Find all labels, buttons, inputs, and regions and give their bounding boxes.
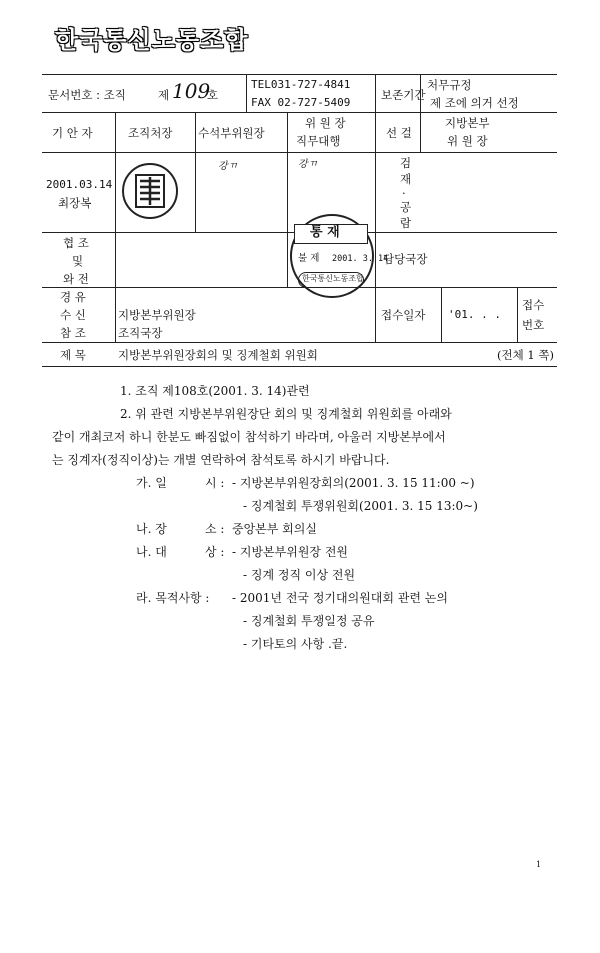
reference-label: 참 조 xyxy=(60,326,86,340)
retention-rule: 처무규정 xyxy=(427,78,472,92)
item-da-line-1: - 지방본부위원장 전원 xyxy=(232,545,349,559)
item-ra-label: 라. 목적사항 : xyxy=(136,591,210,605)
review-char-2: 재 xyxy=(400,172,412,186)
review-char-3: · xyxy=(402,186,406,200)
recipient-value: 지방본부위원장 xyxy=(118,308,196,322)
body-paragraph-2-line-3: 는 징계자(정직이상)는 개별 연락하여 참석토록 하시기 바랍니다. xyxy=(52,453,390,467)
regional-chair-label-2: 위 원 장 xyxy=(447,134,488,148)
item-na-value: 중앙본부 회의실 xyxy=(232,522,317,536)
review-char-5: 람 xyxy=(400,216,412,230)
receipt-date-value: '01. . . xyxy=(448,308,501,321)
retention-label: 보존기간 xyxy=(381,88,426,102)
drafter-name: 최장복 xyxy=(58,196,92,210)
body-paragraph-1: 1. 조직 제108호(2001. 3. 14)관련 xyxy=(120,384,310,398)
body-paragraph-2-line-2: 같이 개최코저 하니 한분도 빠짐없이 참석하기 바라며, 아울러 지방본부에서 xyxy=(52,430,446,444)
item-ga-label: 가. 일 xyxy=(136,476,167,490)
subject-page-count: (전체 1 쪽) xyxy=(497,348,554,362)
item-da-label-2: 상 : xyxy=(205,545,225,559)
item-na-label: 나. 장 xyxy=(136,522,167,536)
receipt-number-label-2: 번호 xyxy=(522,318,545,332)
item-da-label: 나. 대 xyxy=(136,545,167,559)
chair-label: 위 원 장 xyxy=(305,116,346,130)
item-ga-line-2: - 징계철회 투쟁위원회(2001. 3. 15 13:0~) xyxy=(243,499,478,513)
manager-label: 담당국장 xyxy=(383,252,428,266)
coop-label-1: 협 조 xyxy=(63,236,89,250)
approval-seal-text: 통 재 xyxy=(310,225,340,240)
senior-vp-label: 수석부위원장 xyxy=(198,126,265,140)
item-ga-label-2: 시 : xyxy=(205,476,225,490)
page-mark: 1 xyxy=(536,860,542,869)
tel-number: TEL031-727-4841 xyxy=(251,78,351,91)
subject-value: 지방본부위원장회의 및 징계철회 위원회 xyxy=(118,348,318,362)
receipt-number-label-1: 접수 xyxy=(522,298,545,312)
recipient-label: 수 신 xyxy=(60,308,86,322)
receipt-date-label: 접수일자 xyxy=(381,308,426,322)
reference-value: 조직국장 xyxy=(118,326,163,340)
decision-label: 선 걸 xyxy=(386,126,412,140)
approval-seal-org: 한국통신노동조합 xyxy=(302,274,364,283)
body-paragraph-2-line-1: 2. 위 관련 지방본부위원장단 회의 및 징계철회 위원회를 아래와 xyxy=(120,407,452,421)
approval-seal-date: 2001. 3. 14 xyxy=(332,254,389,264)
coop-label-2: 및 xyxy=(72,254,84,268)
item-ra-line-1: - 2001년 전국 정기대의원대회 관련 논의 xyxy=(232,591,448,605)
subject-label: 제 목 xyxy=(60,348,86,362)
item-ra-line-3: - 기타토의 사항 .끝. xyxy=(243,637,348,651)
org-director-seal xyxy=(122,163,178,219)
item-ga-line-1: - 지방본부위원장회의(2001. 3. 15 11:00 ~) xyxy=(232,476,475,490)
doc-number-suffix: 호 xyxy=(207,88,219,102)
doc-number-label: 문서번호 : 조직 xyxy=(48,88,126,102)
doc-number-prefix: 제 xyxy=(158,88,170,102)
approval-seal-inner: 불 제 xyxy=(298,253,320,264)
drafter-label: 기 안 자 xyxy=(52,126,93,140)
acting-chair-label: 직무대행 xyxy=(296,134,341,148)
review-char-4: 공 xyxy=(400,200,412,214)
chair-signature: 강ㄲ xyxy=(298,159,318,170)
senior-vp-signature: 강ㄲ xyxy=(218,161,238,172)
review-char-1: 검 xyxy=(400,156,412,170)
item-na-label-2: 소 : xyxy=(205,522,225,536)
retention-detail: 제 조에 의거 선정 xyxy=(430,96,519,110)
doc-number-value: 109 xyxy=(172,79,211,103)
org-director-label: 조직처장 xyxy=(128,126,173,140)
fax-number: FAX 02-727-5409 xyxy=(251,96,351,109)
via-label: 경 유 xyxy=(60,290,86,304)
item-da-line-2: - 징계 정직 이상 전원 xyxy=(243,568,356,582)
org-name-title: 한국통신노동조합 xyxy=(55,26,249,54)
coop-label-3: 와 전 xyxy=(63,272,89,286)
regional-chair-label-1: 지방본부 xyxy=(445,116,490,130)
item-ra-line-2: - 징계철회 투쟁일정 공유 xyxy=(243,614,375,628)
draft-date: 2001.03.14 xyxy=(46,178,113,191)
